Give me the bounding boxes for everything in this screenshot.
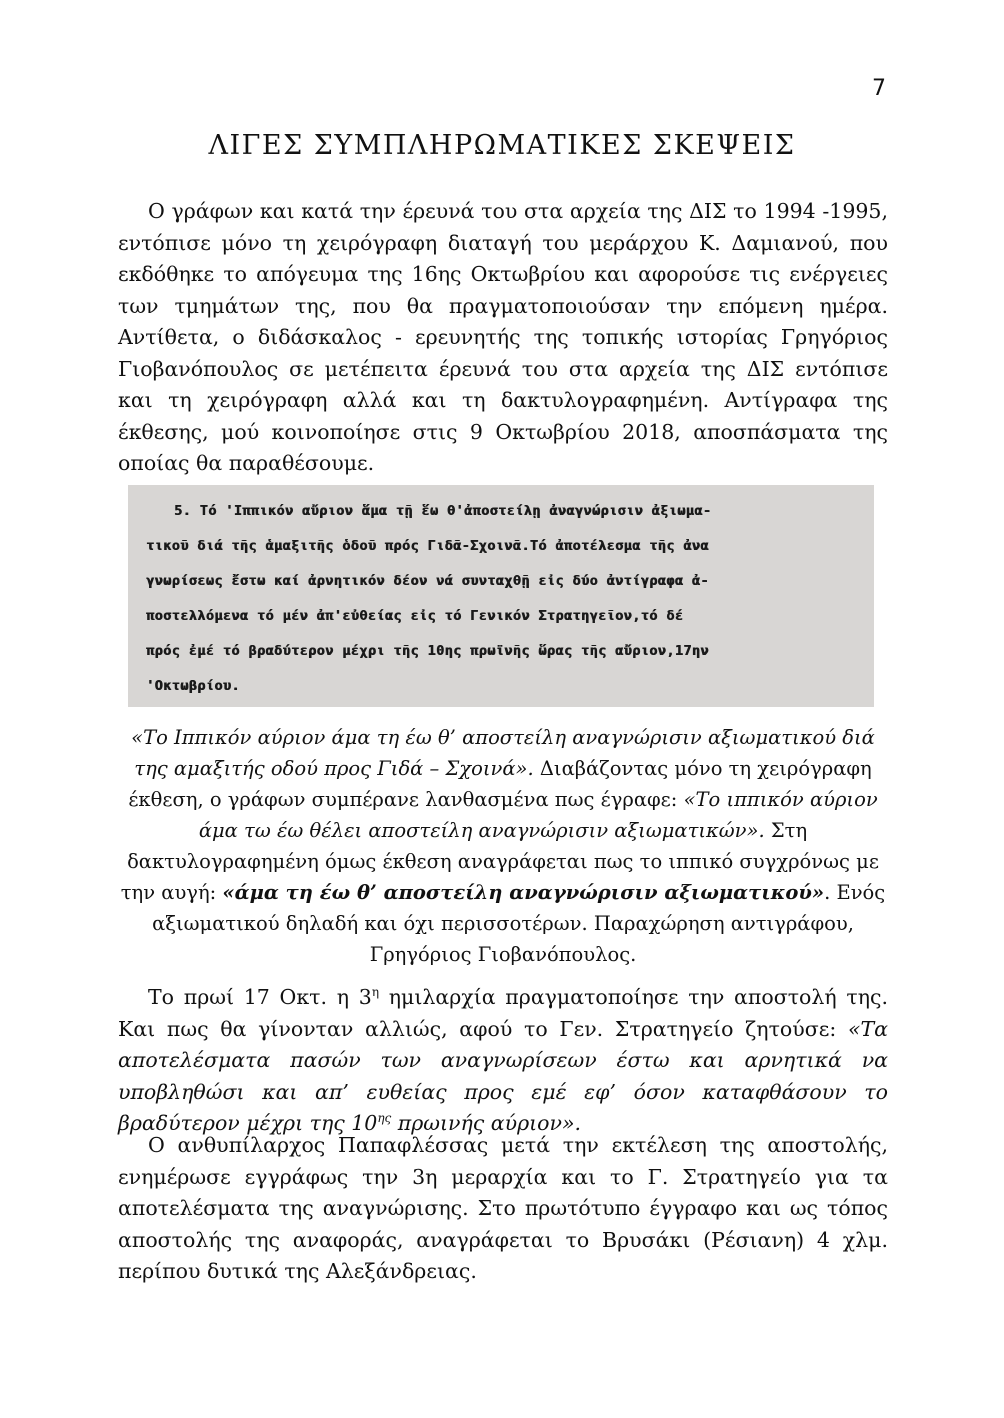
paragraph-2-quote: «Τα αποτελέσματα πασών των αναγνωρίσεων έστω και αρνητικά να υποβληθώσι και απ’ ευθείας προς εμέ εφ’ όσον καταφθάσουν το βραδύτερον μέχρι της 10 [118, 1016, 888, 1135]
page-number: 7 [872, 76, 886, 101]
scan-line-5: πρός ἐμέ τό βραδύτερον μέχρι τῆς 10ης πρωϊνῆς ὥρας τῆς αὔριον,17ην [146, 643, 709, 659]
scan-line-4: ποστελλόμενα τό μέν ἀπ'εὐθείας εἰς τό Γενικόν Στρατηγεῖον,τό δέ [146, 608, 684, 624]
paragraph-2-quote-end: πρωινής αύριον». [391, 1111, 582, 1135]
paragraph-2-text-1: Το πρωί 17 Οκτ. η 3 [148, 985, 372, 1009]
caption-text-2: Στη δακτυλογραφημένη όμως έκθεση αναγράφεται πως το ιππικό συγχρόνως με την αυγή: [120, 819, 879, 904]
scan-line-2: τικοῦ διά τῆς ἁμαξιτῆς ὁδοῦ πρός Γιδᾶ-Σχοινᾶ.Τό ἀποτέλεσμα τῆς ἀνα [146, 538, 709, 554]
caption-quote-3: «άμα τη έω θ’ αποστείλη αναγνώρισιν αξιωματικού» [222, 881, 825, 904]
page-title: ΛΙΓΕΣ ΣΥΜΠΛΗΡΩΜΑΤΙΚΕΣ ΣΚΕΨΕΙΣ [208, 130, 796, 161]
paragraph-2-sup-2: ης [377, 1111, 392, 1126]
paragraph-1: Ο γράφων και κατά την έρευνά του στα αρχεία της ΔΙΣ το 1994 -1995, εντόπισε μόνο τη χειρόγραφη διαταγή του μεράρχου Κ. Δαμιανού, που εκδόθηκε το απόγευμα της 16ης Οκτωβρίου και αφορούσε τις ενέργειες των τμημάτων της, που θα πραγματοποιούσαν την επόμενη ημέρα. Αντίθετα, ο διδάσκαλος - ερευνητής της τοπικής ιστορίας Γρηγόριος Γιοβανόπουλος σε μετέπειτα έρευνά του στα αρχεία της ΔΙΣ εντόπισε και τη χειρόγραφη αλλά και τη δακτυλογραφημένη. Αντίγραφα της έκθεσης, μού κοινοποίησε στις 9 Οκτωβρίου 2018, αποσπάσματα της οποίας θα παραθέσουμε. [118, 199, 888, 475]
typewritten-document-scan [128, 485, 874, 707]
paragraph-2-text-2: ημιλαρχία πραγματοποίησε την αποστολή της. Και πως θα γίνονταν αλλιώς, αφού το Γεν. Στρατηγείο ζητούσε: [118, 985, 889, 1041]
caption-text-1: Διαβάζοντας μόνο τη χειρόγραφη έκθεση, ο γράφων συμπέρανε λανθασμένα πως έγραφε: [128, 757, 872, 811]
paragraph-3: Ο ανθυπίλαρχος Παπαφλέσσας μετά την εκτέλεση της αποστολής, ενημέρωσε εγγράφως την 3η μεραρχία και το Γ. Στρατηγείο για τα αποτελέσματα της αναγνώρισης. Στο πρωτότυπο έγγραφο και ως τόπος αποστολής της αναφοράς, αναγράφεται το Βρυσάκι (Ρέσιανη) 4 χλμ. περίπου δυτικά της Αλεξάνδρειας. [118, 1133, 888, 1283]
scan-line-1: 5. Τό 'Ιππικόν αὔριον ἅμα τῇ ἕω θ'ἀποστείλῃ ἀναγνώρισιν ἀξιωμα- [174, 503, 712, 519]
scan-line-3: γνωρίσεως ἔστω καί ἀρνητικόν δέον νά συνταχθῇ εἰς δύο ἀντίγραφα ἀ- [146, 573, 709, 589]
caption-quote-2: «Το ιππικόν αύριον άμα τω έω θέλει αποστείλη αναγνώρισιν αξιωματικών». [198, 788, 878, 842]
paragraph-2-sup-1: η [371, 985, 380, 1000]
paragraph-2 [118, 982, 888, 1140]
image-caption [118, 722, 888, 970]
caption-quote-1: «Το Ιππικόν αύριον άμα τη έω θ’ αποστείλη αναγνώρισιν αξιωματικού διά της αμαξιτής οδού προς Γιδά – Σχοινά». [131, 726, 875, 780]
caption-text-3: . Ενός αξιωματικού δηλαδή και όχι περισσοτέρων. Παραχώρηση αντιγράφου, Γρηγόριος Γιοβανόπουλος. [152, 881, 886, 966]
scan-line-6: 'Οκτωβρίου. [146, 678, 240, 694]
